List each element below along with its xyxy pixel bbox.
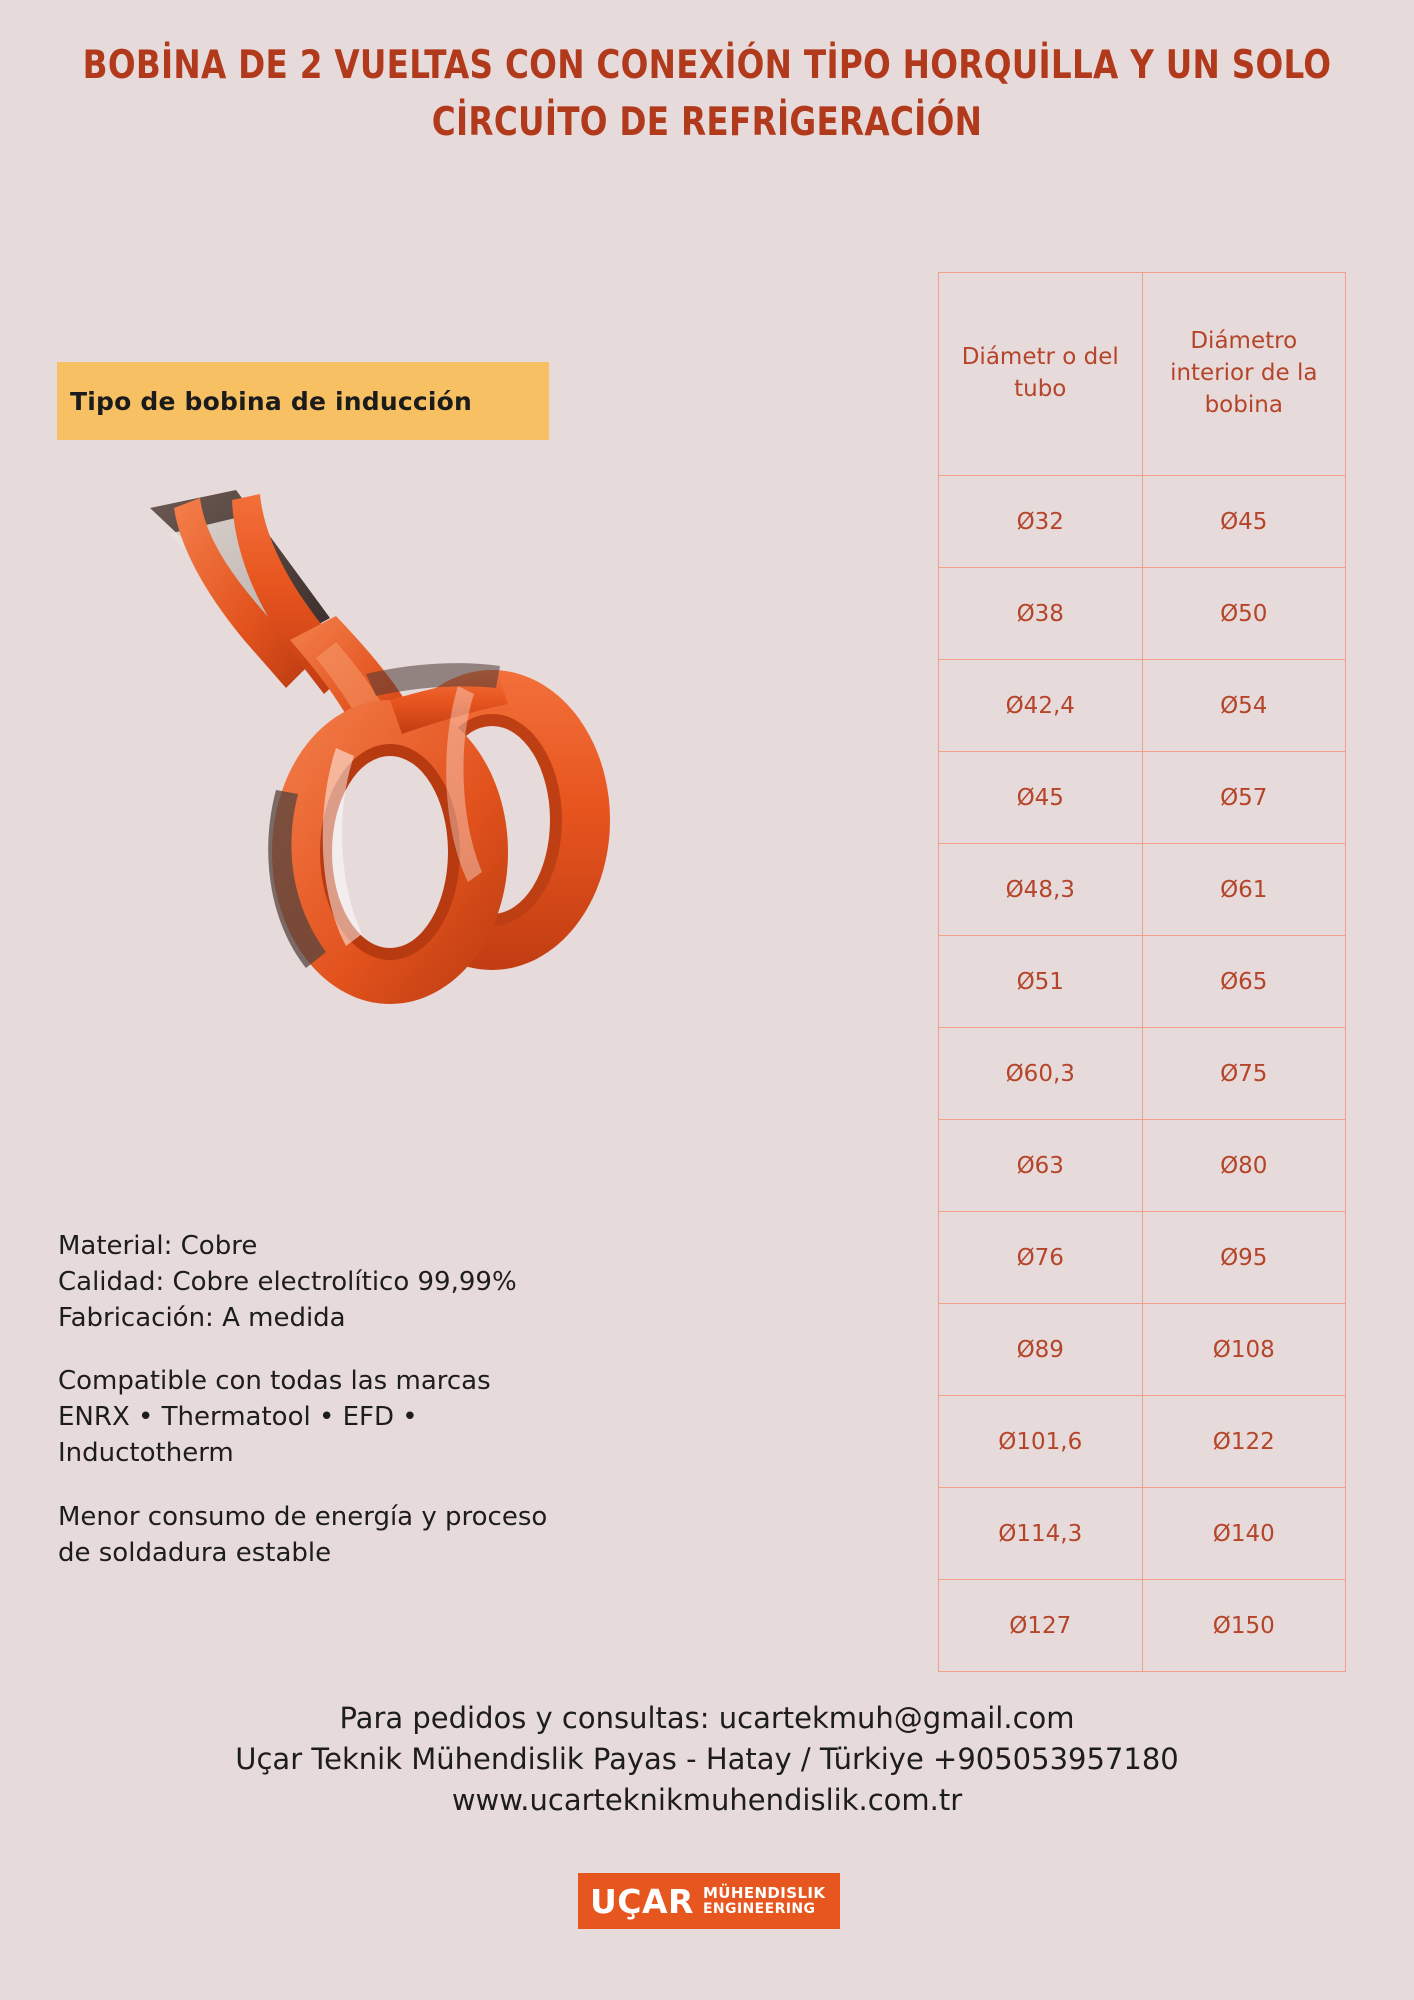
energy-line-2: de soldadura estable <box>58 1537 332 1568</box>
table-row <box>939 1304 1346 1396</box>
compatibility-line-3: Inductotherm <box>58 1437 234 1468</box>
contact-email-line: Para pedidos y consultas: ucartekmuh@gmail.com <box>339 1701 1075 1735</box>
cell-tube-diameter: Ø51 <box>939 936 1143 1028</box>
table-row <box>939 568 1346 660</box>
cell-tube-diameter: Ø89 <box>939 1304 1143 1396</box>
table-row <box>939 752 1346 844</box>
specifications <box>58 1230 658 1600</box>
cell-coil-inner-diameter: Ø57 <box>1142 752 1346 844</box>
cell-coil-inner-diameter: Ø122 <box>1142 1396 1346 1488</box>
logo-line-1: MÜHENDISLIK <box>702 1883 826 1902</box>
cell-tube-diameter: Ø48,3 <box>939 844 1143 936</box>
cell-tube-diameter: Ø45 <box>939 752 1143 844</box>
table-row <box>939 844 1346 936</box>
table-row <box>939 1212 1346 1304</box>
quality-line: Calidad: Cobre electrolítico 99,99% <box>58 1266 517 1297</box>
cell-coil-inner-diameter: Ø108 <box>1142 1304 1346 1396</box>
table-row <box>939 660 1346 752</box>
cell-coil-inner-diameter: Ø50 <box>1142 568 1346 660</box>
table-header-coil-inner-diameter: Diámetro interior de la bobina <box>1142 273 1346 476</box>
cell-tube-diameter: Ø32 <box>939 476 1143 568</box>
table-row <box>939 936 1346 1028</box>
contact-address-line: Uçar Teknik Mühendislik Payas - Hatay / Türkiye +905053957180 <box>235 1742 1179 1777</box>
compatibility-block <box>58 1365 658 1470</box>
table-header-row <box>939 273 1346 476</box>
table-row <box>939 476 1346 568</box>
cell-coil-inner-diameter: Ø61 <box>1142 844 1346 936</box>
contact-website-line: www.ucarteknikmuhendislik.com.tr <box>451 1783 963 1818</box>
cell-coil-inner-diameter: Ø140 <box>1142 1488 1346 1580</box>
table-row <box>939 1396 1346 1488</box>
table-row <box>939 1120 1346 1212</box>
coil-type-label: Tipo de bobina de inducción <box>70 387 473 416</box>
energy-block <box>58 1501 658 1571</box>
table-row <box>939 1488 1346 1580</box>
cell-tube-diameter: Ø63 <box>939 1120 1143 1212</box>
energy-line-1: Menor consumo de energía y proceso <box>58 1501 548 1532</box>
cell-tube-diameter: Ø127 <box>939 1580 1143 1672</box>
logo-wordmark: UÇAR <box>590 1881 694 1921</box>
cell-tube-diameter: Ø114,3 <box>939 1488 1143 1580</box>
material-block <box>58 1230 658 1335</box>
cell-tube-diameter: Ø38 <box>939 568 1143 660</box>
logo-line-2: ENGINEERING <box>702 1900 816 1917</box>
company-logo <box>578 1873 840 1929</box>
compatibility-line-1: Compatible con todas las marcas <box>58 1366 491 1397</box>
coil-illustration-svg <box>140 490 780 1070</box>
cell-coil-inner-diameter: Ø80 <box>1142 1120 1346 1212</box>
table-row <box>939 1028 1346 1120</box>
cell-coil-inner-diameter: Ø150 <box>1142 1580 1346 1672</box>
material-line: Material: Cobre <box>58 1231 258 1261</box>
cell-coil-inner-diameter: Ø65 <box>1142 936 1346 1028</box>
cell-tube-diameter: Ø101,6 <box>939 1396 1143 1488</box>
cell-coil-inner-diameter: Ø95 <box>1142 1212 1346 1304</box>
table-header-tube-diameter: Diámetr o del tubo <box>939 273 1143 476</box>
contact-footer <box>0 1698 1414 1822</box>
cell-tube-diameter: Ø60,3 <box>939 1028 1143 1120</box>
manufacturing-line: Fabricación: A medida <box>58 1302 346 1333</box>
cell-tube-diameter: Ø76 <box>939 1212 1143 1304</box>
page-title: BOBİNA DE 2 VUELTAS CON CONEXİÓN TİPO HORQUİLLA Y UN SOLO CİRCUİTO DE REFRİGERACİÓN <box>82 43 1332 145</box>
induction-coil-image <box>140 490 780 1070</box>
cell-coil-inner-diameter: Ø75 <box>1142 1028 1346 1120</box>
cell-coil-inner-diameter: Ø45 <box>1142 476 1346 568</box>
dimensions-table <box>938 272 1346 1672</box>
logo-subtext <box>702 1883 826 1917</box>
compatibility-line-2: ENRX • Thermatool • EFD • <box>58 1402 418 1433</box>
table-row <box>939 1580 1346 1672</box>
cell-tube-diameter: Ø42,4 <box>939 660 1143 752</box>
cell-coil-inner-diameter: Ø54 <box>1142 660 1346 752</box>
